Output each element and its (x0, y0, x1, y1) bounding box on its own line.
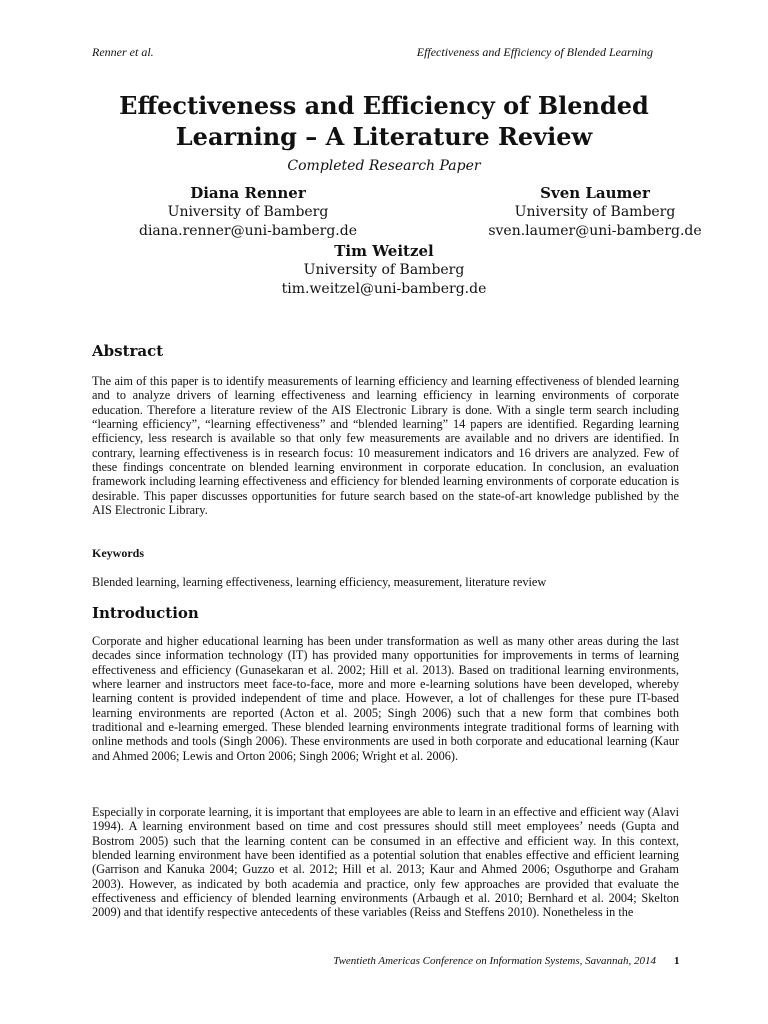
introduction-heading: Introduction (92, 604, 199, 622)
paper-type: Completed Research Paper (287, 158, 481, 174)
author-email[interactable]: sven.laumer@uni-bamberg.de (488, 223, 702, 239)
page-footer: Twentieth Americas Conference on Information Systems, Savannah, 2014 (333, 955, 656, 967)
author-email[interactable]: diana.renner@uni-bamberg.de (138, 223, 357, 239)
author-email[interactable]: tim.weitzel@uni-bamberg.de (281, 281, 487, 297)
keywords-text: Blended learning, learning effectiveness, learning efficiency, measurement, literature review (92, 575, 547, 589)
paper-title (90, 90, 678, 152)
paper-title-line-2: Learning – A Literature Review (175, 122, 593, 151)
author-name: Tim Weitzel (334, 242, 434, 260)
author-affiliation: University of Bamberg (167, 204, 329, 220)
author-block (254, 242, 514, 299)
introduction-paragraph-1: Corporate and higher educational learning has been under transformation as well as many other areas during the last decades since information technology (IT) has provided many opportunities for improvements in terms of learning effectiveness and efficiency (Gunasekaran et al. 2002; Hill et al. 2013). Based on traditional learning environments, where learner and instructors meet face-to-face, more and more e-learning solutions have been developed, whereby learning content is provided independent of time and place. However, a lot of challenges for these pure IT-based learning environments are reported (Acton et al. 2005; Singh 2006) such that a new form that combines both traditional and e-learning emerged. These blended learning environments integrate traditional forms of learning with online methods and tools (Singh 2006). These environments are used in both corporate and educational learning (Kaur and Ahmed 2006; Lewis and Orton 2006; Singh 2006; Wright et al. 2006). (92, 634, 679, 763)
abstract-heading: Abstract (92, 342, 164, 360)
author-name: Diana Renner (190, 184, 306, 202)
paper-title-line-1: Effectiveness and Efficiency of Blended (119, 91, 649, 120)
introduction-paragraph-2: Especially in corporate learning, it is important that employees are able to learn in an effective and efficient way (Alavi 1994). A learning environment based on time and cost pressures should still meet employees’ needs (Gupta and Bostrom 2005) such that the learning content can be consumed in an effective and efficient way. In this context, blended learning environment have been identified as a potential solution that enables effective and efficient learning (Garrison and Kanuka 2004; Guzzo et al. 2012; Hill et al. 2013; Kaur and Ahmed 2006; Osguthorpe and Graham 2003). However, as indicated by both academia and practice, only few approaches are provided that evaluate the effectiveness and efficiency of blended learning environments (Arbaugh et al. 2010; Bernhard et al. 2004; Skelton 2009) and that identify respective antecedents of these variables (Reiss and Steffens 2010). Nonetheless in the (92, 805, 679, 920)
author-block (110, 184, 386, 241)
author-affiliation: University of Bamberg (514, 204, 676, 220)
author-block (456, 184, 734, 241)
keywords-heading: Keywords (92, 546, 144, 560)
page-number: 1 (674, 955, 680, 967)
author-affiliation: University of Bamberg (303, 262, 465, 278)
running-head-title: Effectiveness and Efficiency of Blended Learning (416, 45, 653, 59)
running-head-authors: Renner et al. (92, 45, 154, 59)
abstract-text: The aim of this paper is to identify measurements of learning efficiency and learning effectiveness of blended learning and to analyze drivers of learning effectiveness and learning efficiency in learning environments of corporate education. Therefore a literature review of the AIS Electronic Library is done. With a single term search including “learning efficiency”, “learning effectiveness” and “blended learning” 14 papers are identified. Regarding learning efficiency, less research is available so that only few measurements are available and no drivers are identified. In contrary, learning effectiveness is in research focus: 10 measurement indicators and 16 drivers are analyzed. Few of these findings concentrate on blended learning environment in corporate education. In conclusion, an evaluation framework including learning effectiveness and efficiency for blended learning environments of corporate education is desirable. This paper discusses opportunities for future search based on the state-of-art knowledge published by the AIS Electronic Library. (92, 374, 679, 518)
running-head (92, 45, 653, 60)
author-name: Sven Laumer (540, 184, 650, 202)
